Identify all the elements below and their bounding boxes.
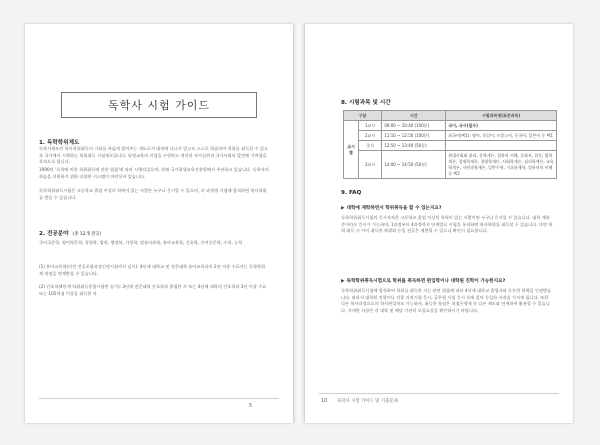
- section2-note-2: (2) 간호학(4단계 학위취득종합시험만 실시): 3년제 전문대학 간호학과 졸업한 자 또는 4년제 대학의 간호학과 3년 이상 수료 또는 105학점 이상을 취득한 자: [39, 284, 267, 296]
- running-footer: 독학사 시험 가이드 및 기출문제: [337, 399, 398, 404]
- table-header-cell: 구분: [344, 111, 382, 121]
- question-bullet-icon: ▶: [341, 279, 345, 284]
- page-title: 독학사 시험 가이드: [61, 92, 257, 118]
- table-cell-period: 중식: [358, 141, 381, 151]
- section2-heading-text: 2. 전공분야: [39, 231, 69, 237]
- table-cell-period: 1교시: [358, 121, 381, 131]
- table-cell-subjects: 외국어(택1): 영어, 독일어, 프랑스어, 중국어, 일본어 중 택1: [446, 131, 557, 141]
- table-header-cell: 시간: [382, 111, 446, 121]
- table-header-row: [344, 111, 557, 121]
- page-number-right: 10: [321, 398, 328, 404]
- section2-heading: [39, 229, 101, 237]
- footer-rule: [39, 398, 279, 399]
- section8-heading: 8. 시험과목 및 시간: [341, 100, 391, 106]
- table-group-label: 교시별: [344, 121, 359, 179]
- book-gutter: [293, 24, 305, 423]
- faq-question-2-text: 독학학위취득시험으로 학위를 취득하면 편입학이나 대학원 진학이 가능한지요?: [346, 279, 506, 284]
- faq-answer-2: 독학학위취득시험에 합격하여 학위를 취득한 자는 관련 법률에 따라 4년제 대학교 졸업자와 동등한 학력을 인정받습니다. 따라서 대학원 진학이나 각종 자격시험 응시, 공무원 시험 응시 등에 있어 동일한 자격을 가지게 됩니다. 또한 다른 학사과정으로의 학사편입학도 가능하며, 취득한 학점은 학점은행제 등 다른 제도와 연계하여 활용할 수 있습니다. 자세한 사항은 각 대학 및 해당 기관의 모집요강을 확인하시기 바랍니다.: [341, 288, 552, 313]
- table-cell-time: 09:00 ~ 10:40 (100분): [382, 121, 446, 131]
- table-row: [344, 151, 557, 179]
- section2-note-1: (1) 유아교육학(이전 전공포함과정인정시험까지 실시): 4년제 대학교 및 전문대학 유아교육과의 2년 이상 수료자는 독학학위제 과정을 면제받을 수 있습니다.: [39, 264, 266, 276]
- faq-question-1: [341, 205, 442, 211]
- table-cell-subjects: [446, 141, 557, 151]
- table-cell-time: 12:50 ~ 13:40 (50분): [382, 141, 446, 151]
- table-cell-period: 3교시: [358, 151, 381, 179]
- right-page: [305, 24, 573, 423]
- table-cell-subjects: 현대사회와 윤리, 문학개론, 철학의 이해, 문화사, 한문, 법학개론, 경제학개론, 경영학개론, 사회학개론, 심리학개론, 교육학개론, 자연과학개론, 일반수학, 기초통계학, 컴퓨터의 이해 중 택2: [446, 151, 557, 179]
- section2-paragraph: 국어국문학, 영어영문학, 경영학, 법학, 행정학, 가정학, 컴퓨터과학, 유아교육학, 간호학, 중어중문학, 수학, 농학: [39, 240, 243, 245]
- table-row: [344, 121, 557, 131]
- table-cell-period: 2교시: [358, 131, 381, 141]
- table-row: [344, 131, 557, 141]
- left-page: [25, 24, 293, 423]
- table-header-cell: 시험과목명(표준과목): [446, 111, 557, 121]
- table-cell-time: 14:00 ~ 14:50 (50분): [382, 151, 446, 179]
- section9-heading: 9. FAQ: [341, 190, 362, 196]
- section2-heading-note: (총 12개 전공): [72, 232, 102, 237]
- page-number-left: 5: [249, 403, 253, 409]
- faq-answer-1: 독학학위취득시험의 응시자격은 고등학교 졸업 이상의 학력이 있는 사람이면 누구나 응시할 수 있습니다. 대학 재학 중이라도 응시가 가능하며, 1과정부터 4과정까지 단계별로 시험을 통과하면 학사학위를 취득할 수 있습니다. 다만 학위 취득 시 이미 취득한 학위와 동일 전공은 제한될 수 있으니 확인이 필요합니다.: [341, 215, 553, 234]
- footer-rule: [319, 393, 559, 394]
- section1-paragraph-3: 독학학위취득시험은 고등학교 졸업 이상의 학력이 있는 사람은 누구나 응시할 수 있으며, 각 과정별 시험에 합격하면 학사학위를 받을 수 있습니다.: [39, 188, 267, 200]
- section1-paragraph-1: 독학사제도란 학사학위취득의 기회를 폭넓게 열어주는 제도로서 대학에 다니지 않고도 스스로 학습하여 학위를 취득할 수 있도록 국가에서 시행하는 학위취득 시험제도입니다. 평생교육의 이념을 구현하고 개인의 자아실현과 국가사회의 발전에 기여함을 목적으로 합니다.: [39, 146, 268, 165]
- table-cell-subjects: 국어, 국사(필수): [446, 121, 557, 131]
- section1-paragraph-2: 1990년 '독학에 의한 학위취득에 관한 법률'에 따라 시행되었으며, 현재 국가평생교육진흥원에서 주관하고 있습니다. 독학자의 학습을 지원하기 위한 다양한 시스템이 마련되어 있습니다.: [39, 167, 269, 179]
- faq-question-1-text: 대학에 재학하면서 학위취득을 할 수 있는지요?: [346, 206, 442, 211]
- question-bullet-icon: ▶: [341, 206, 345, 211]
- exam-schedule-table: [343, 110, 557, 179]
- table-cell-time: 11:10 ~ 12:50 (100분): [382, 131, 446, 141]
- faq-question-2: [341, 278, 505, 284]
- table-row: [344, 141, 557, 151]
- section1-heading: 1. 독학학위제도: [39, 140, 80, 146]
